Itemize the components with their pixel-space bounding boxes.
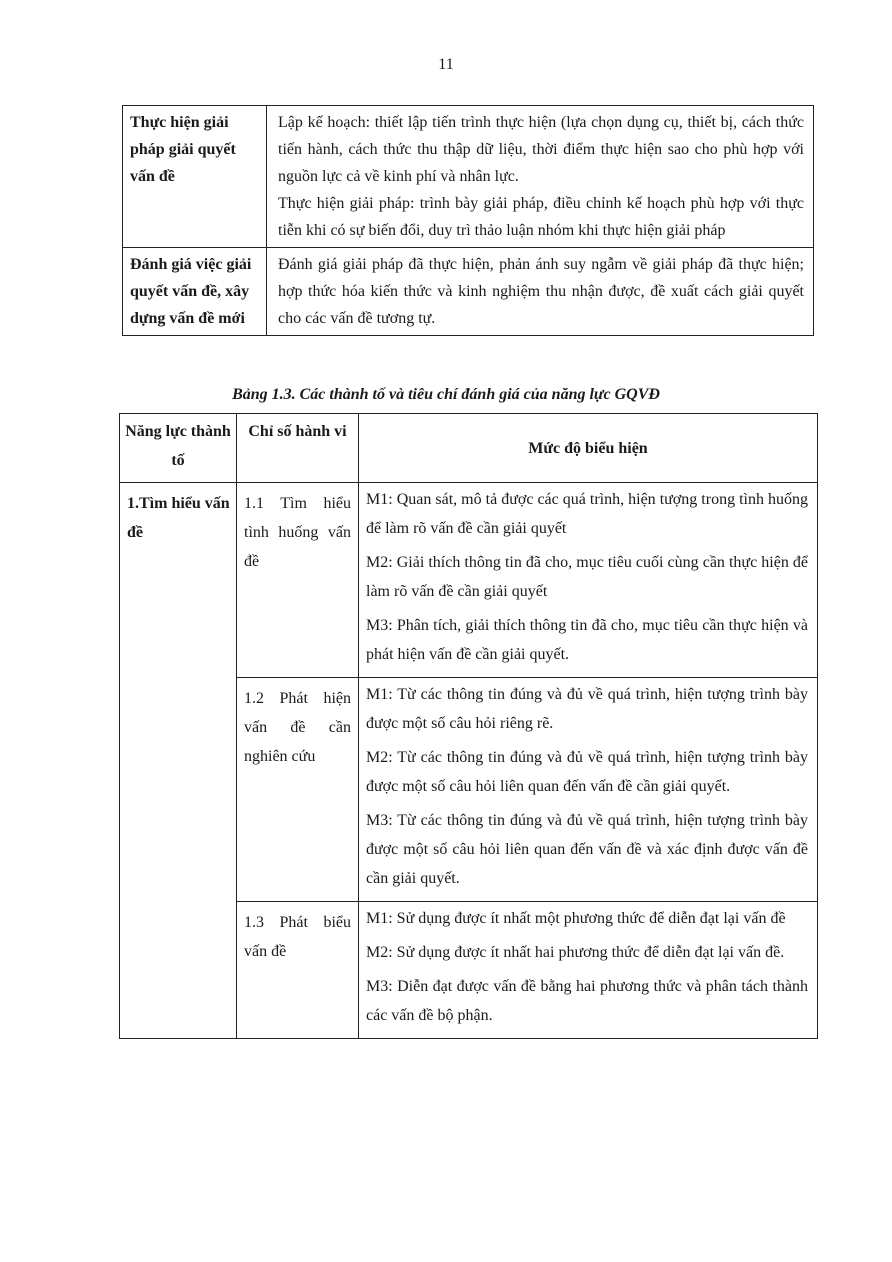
level-cell [359, 483, 818, 678]
indicator-cell: 1.1 Tìm hiểu tình huống vấn đề [237, 483, 359, 678]
level-cell [359, 902, 818, 1039]
paragraph: Thực hiện giải pháp: trình bày giải pháp, điều chỉnh kế hoạch phù hợp với thực tiễn khi có sự biến đổi, duy trì thảo luận nhóm khi thực hiện giải pháp [278, 195, 804, 239]
page-number: 11 [438, 56, 454, 73]
table-row [123, 106, 814, 248]
level-cell [359, 678, 818, 902]
level-item: M1: Từ các thông tin đúng và đủ về quá trình, hiện tượng trình bày được một số câu hỏi riêng rẽ. [366, 686, 808, 732]
level-item: M3: Diễn đạt được vấn đề bằng hai phương thức và phân tách thành các vấn đề bộ phận. [366, 978, 808, 1024]
row-content [267, 248, 814, 336]
level-item: M2: Giải thích thông tin đã cho, mục tiêu cuối cùng cần thực hiện để làm rõ vấn đề cần giải quyết [366, 554, 808, 600]
header-component: Năng lực thành tố [120, 414, 237, 483]
table-caption: Bảng 1.3. Các thành tố và tiêu chí đánh giá của năng lực GQVĐ [232, 386, 660, 403]
component-cell: 1.Tìm hiểu vấn đề [120, 483, 237, 1039]
level-item: M3: Phân tích, giải thích thông tin đã cho, mục tiêu cần thực hiện và phát hiện vấn đề cần giải quyết. [366, 617, 808, 663]
level-item: M3: Từ các thông tin đúng và đủ về quá trình, hiện tượng trình bày được một số câu hỏi liên quan đến vấn đề và xác định được vấn đề cần giải quyết. [366, 812, 808, 887]
header-row [120, 414, 818, 483]
criteria-table [119, 413, 818, 1039]
indicator-cell: 1.2 Phát hiện vấn đề cần nghiên cứu [237, 678, 359, 902]
row-content [267, 106, 814, 248]
paragraph: Lập kế hoạch: thiết lập tiến trình thực hiện (lựa chọn dụng cụ, thiết bị, cách thức tiến hành, cách thức thu thập dữ liệu, thời điểm thực hiện sao cho phù hợp với nguồn lực cả về kinh phí và nhân lực. [278, 114, 804, 185]
level-item: M2: Sử dụng được ít nhất hai phương thức để diễn đạt lại vấn đề. [366, 944, 785, 961]
level-item: M1: Quan sát, mô tả được các quá trình, hiện tượng trong tình huống để làm rõ vấn đề cần giải quyết [366, 491, 808, 537]
continuation-table [122, 105, 814, 336]
table-row [123, 248, 814, 336]
header-level: Mức độ biểu hiện [359, 414, 818, 483]
row-label: Đánh giá việc giải quyết vấn đề, xây dựng vấn đề mới [123, 248, 267, 336]
header-indicator: Chỉ số hành vi [237, 414, 359, 483]
level-item: M1: Sử dụng được ít nhất một phương thức để diễn đạt lại vấn đề [366, 910, 786, 927]
indicator-cell: 1.3 Phát biểu vấn đề [237, 902, 359, 1039]
table-row [120, 483, 818, 678]
level-item: M2: Từ các thông tin đúng và đủ về quá trình, hiện tượng trình bày được một số câu hỏi liên quan đến vấn đề cần giải quyết. [366, 749, 808, 795]
row-label: Thực hiện giải pháp giải quyết vấn đề [123, 106, 267, 248]
paragraph: Đánh giá giải pháp đã thực hiện, phản ánh suy ngẫm về giải pháp đã thực hiện; hợp thức hóa kiến thức và kinh nghiệm thu nhận được, đề xuất cách giải quyết cho các vấn đề tương tự. [278, 256, 804, 327]
